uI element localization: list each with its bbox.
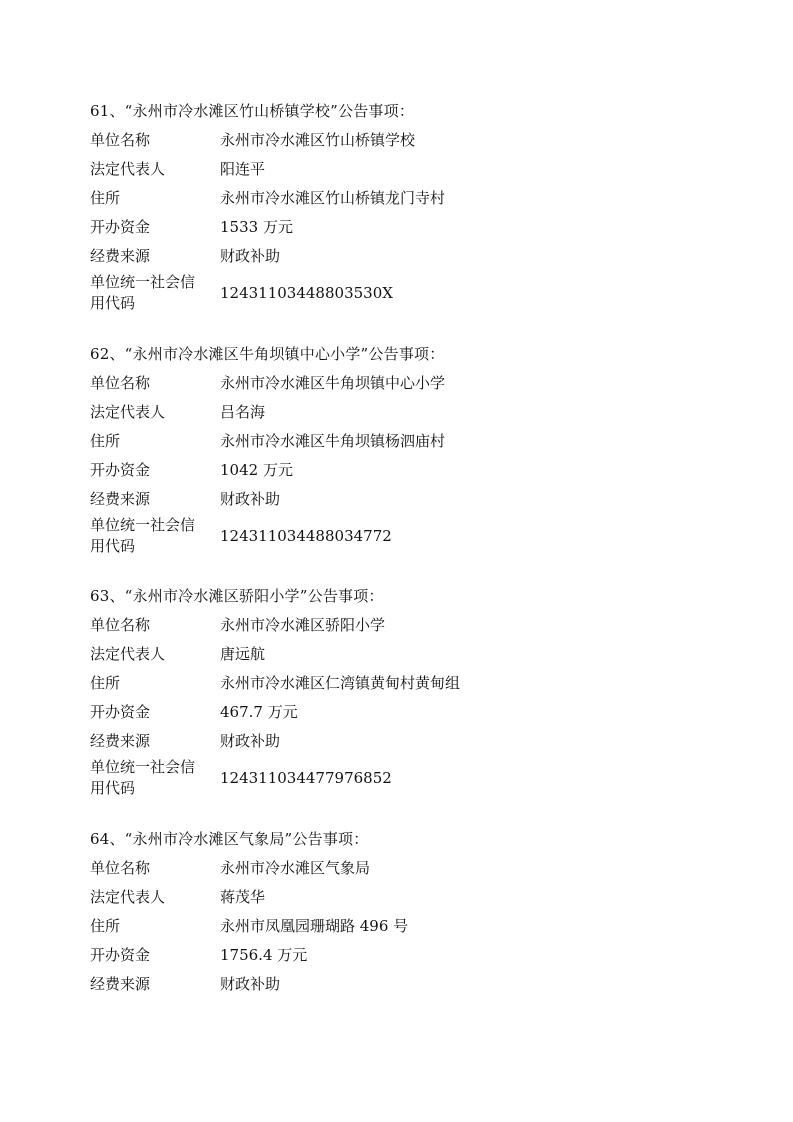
- row-address: [90, 184, 710, 213]
- field-value: 永州市冷水滩区仁湾镇黄甸村黄甸组: [220, 674, 461, 692]
- field-label: [90, 515, 214, 557]
- field-label: 法定代表人: [90, 403, 166, 421]
- row-capital: [90, 941, 710, 970]
- field-value: 永州市冷水滩区牛角坝镇中心小学: [220, 374, 446, 392]
- section-heading: 62、“永州市冷水滩区牛角坝镇中心小学”公告事项：: [90, 345, 445, 363]
- row-address: [90, 669, 710, 698]
- field-value: 吕名海: [220, 403, 266, 421]
- field-label: 单位名称: [90, 859, 151, 877]
- section-heading: 61、“永州市冷水滩区竹山桥镇学校”公告事项：: [90, 102, 415, 120]
- field-label: 经费来源: [90, 975, 151, 993]
- row-funding-source: [90, 242, 710, 271]
- field-value: 1533 万元: [220, 218, 293, 236]
- field-value: 财政补助: [220, 490, 281, 508]
- field-label: 单位名称: [90, 616, 151, 634]
- field-label: 单位名称: [90, 374, 151, 392]
- notice-section-63: [90, 582, 710, 800]
- field-label: 开办资金: [90, 946, 151, 964]
- row-credit-code: [90, 271, 710, 315]
- field-value: 财政补助: [220, 975, 281, 993]
- row-capital: [90, 456, 710, 485]
- row-funding-source: [90, 970, 710, 999]
- notice-section-62: [90, 340, 710, 558]
- field-value: 蒋茂华: [220, 888, 266, 906]
- row-unit-name: [90, 611, 710, 640]
- field-value: 阳连平: [220, 160, 266, 178]
- field-label-line2: 用代码: [90, 537, 136, 555]
- field-label-line2: 用代码: [90, 294, 136, 312]
- field-label: 法定代表人: [90, 888, 166, 906]
- field-label: 住所: [90, 189, 121, 207]
- row-funding-source: [90, 727, 710, 756]
- section-heading: 64、“永州市冷水滩区气象局”公告事项：: [90, 830, 369, 848]
- field-value: 467.7 万元: [220, 703, 298, 721]
- field-value: 财政补助: [220, 732, 281, 750]
- row-credit-code: [90, 756, 710, 800]
- section-heading: 63、“永州市冷水滩区骄阳小学”公告事项：: [90, 587, 384, 605]
- field-value: 1042 万元: [220, 461, 293, 479]
- field-label: 住所: [90, 432, 121, 450]
- field-label: 经费来源: [90, 247, 151, 265]
- row-capital: [90, 698, 710, 727]
- field-label-line1: 单位统一社会信: [90, 273, 196, 291]
- field-label: [90, 757, 214, 799]
- field-value: 1756.4 万元: [220, 946, 308, 964]
- field-label: [90, 272, 214, 314]
- row-legal-rep: [90, 155, 710, 184]
- field-label: 开办资金: [90, 218, 151, 236]
- field-value: 永州市凤凰园珊瑚路 496 号: [220, 917, 409, 935]
- field-label: 住所: [90, 917, 121, 935]
- notice-section-64: [90, 825, 710, 999]
- field-label-line2: 用代码: [90, 779, 136, 797]
- field-label: 住所: [90, 674, 121, 692]
- row-unit-name: [90, 126, 710, 155]
- field-label: 开办资金: [90, 703, 151, 721]
- field-label: 开办资金: [90, 461, 151, 479]
- field-label: 经费来源: [90, 490, 151, 508]
- row-funding-source: [90, 485, 710, 514]
- row-capital: [90, 213, 710, 242]
- notice-section-61: [90, 97, 710, 315]
- row-legal-rep: [90, 883, 710, 912]
- field-label: 法定代表人: [90, 645, 166, 663]
- row-address: [90, 427, 710, 456]
- field-label-line1: 单位统一社会信: [90, 758, 196, 776]
- field-label: 经费来源: [90, 732, 151, 750]
- field-value: 财政补助: [220, 247, 281, 265]
- field-label-line1: 单位统一社会信: [90, 516, 196, 534]
- field-label: 单位名称: [90, 131, 151, 149]
- row-unit-name: [90, 854, 710, 883]
- field-label: 法定代表人: [90, 160, 166, 178]
- row-legal-rep: [90, 398, 710, 427]
- field-value: 永州市冷水滩区竹山桥镇学校: [220, 131, 416, 149]
- row-legal-rep: [90, 640, 710, 669]
- field-value: 永州市冷水滩区骄阳小学: [220, 616, 386, 634]
- field-value: 124311034477976852: [220, 768, 392, 787]
- field-value: 永州市冷水滩区牛角坝镇杨泗庙村: [220, 432, 446, 450]
- field-value: 唐远航: [220, 645, 266, 663]
- row-address: [90, 912, 710, 941]
- field-value: 永州市冷水滩区竹山桥镇龙门寺村: [220, 189, 446, 207]
- row-unit-name: [90, 369, 710, 398]
- field-value: 124311034488034772: [220, 526, 392, 545]
- field-value: 12431103448803530X: [220, 283, 393, 302]
- field-value: 永州市冷水滩区气象局: [220, 859, 371, 877]
- row-credit-code: [90, 514, 710, 558]
